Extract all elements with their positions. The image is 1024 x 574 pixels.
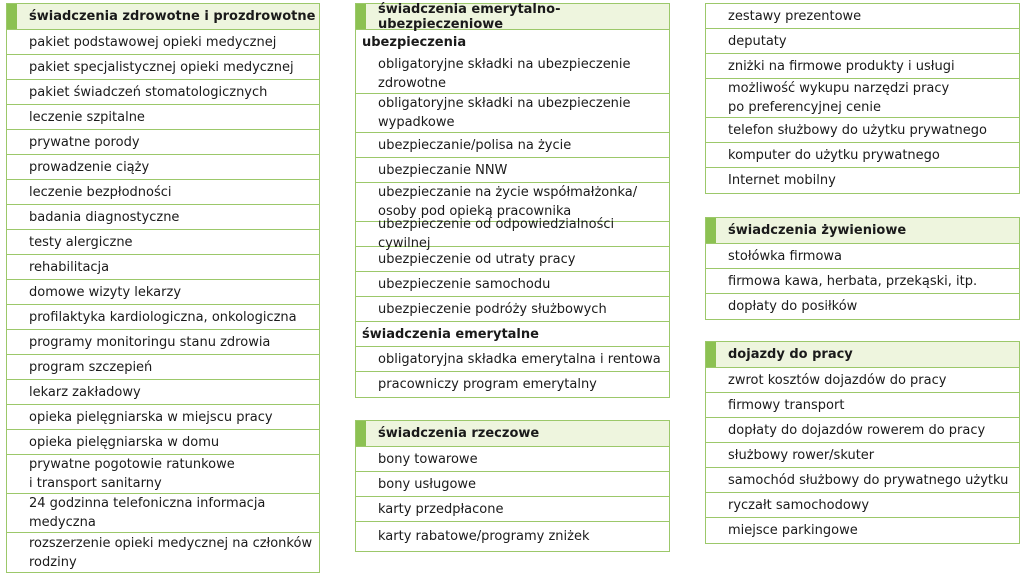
food-benefits-table	[705, 217, 1020, 320]
list-item: dopłaty do dojazdów rowerem do pracy	[706, 418, 1019, 443]
health-benefits-title: świadczenia zdrowotne i prozdrowotne	[29, 9, 316, 24]
list-item: firmowa kawa, herbata, przekąski, itp.	[706, 269, 1019, 294]
insurance-subheader: ubezpieczenia	[362, 35, 467, 50]
header-accent-bar	[706, 218, 716, 243]
insurance-list	[356, 55, 669, 322]
other-benefits-table	[705, 3, 1020, 194]
food-benefits-title: świadczenia żywieniowe	[728, 223, 907, 238]
list-item: komputer do użytku prywatnego	[706, 143, 1019, 168]
list-item: ubezpieczenie od utraty pracy	[356, 247, 669, 272]
list-item: testy alergiczne	[7, 230, 319, 255]
list-item: samochód służbowy do prywatnego użytku	[706, 468, 1019, 493]
list-item: zwrot kosztów dojazdów do pracy	[706, 368, 1019, 393]
list-item: prywatne porody	[7, 130, 319, 155]
header-accent-bar	[7, 4, 17, 29]
health-benefits-list	[7, 30, 319, 572]
list-item: ubezpieczanie na życie współmałżonka/ osoby pod opieką pracownika	[356, 183, 669, 222]
list-item: możliwość wykupu narzędzi pracy po preferencyjnej cenie	[706, 79, 1019, 118]
list-item: bony towarowe	[356, 447, 669, 472]
list-item: opieka pielęgniarska w miejscu pracy	[7, 405, 319, 430]
list-item: pracowniczy program emerytalny	[378, 377, 597, 392]
list-item: firmowy transport	[706, 393, 1019, 418]
list-item: leczenie szpitalne	[7, 105, 319, 130]
list-item: prowadzenie ciąży	[7, 155, 319, 180]
food-benefits-header	[706, 218, 1019, 244]
pension-benefits-table	[355, 3, 670, 398]
material-benefits-list	[356, 447, 669, 551]
list-item: obligatoryjna składka emerytalna i rentowa	[356, 347, 669, 372]
material-benefits-table	[355, 420, 670, 552]
header-accent-bar	[706, 342, 716, 367]
list-item: ubezpieczenie samochodu	[356, 272, 669, 297]
list-item: 24 godzinna telefoniczna informacja medyczna	[7, 494, 319, 533]
list-item: karty przedpłacone	[356, 497, 669, 522]
retirement-subheader: świadczenia emerytalne	[356, 322, 669, 347]
other-benefits-list	[706, 4, 1019, 193]
commute-benefits-table	[705, 341, 1020, 544]
list-item: rehabilitacja	[7, 255, 319, 280]
list-item: dopłaty do posiłków	[728, 299, 858, 314]
commute-benefits-list	[706, 368, 1019, 543]
list-item: bony usługowe	[356, 472, 669, 497]
list-item: stołówka firmowa	[706, 244, 1019, 269]
list-item: miejsce parkingowe	[728, 523, 858, 538]
list-item: deputaty	[706, 29, 1019, 54]
list-item: program szczepień	[7, 355, 319, 380]
food-benefits-list	[706, 244, 1019, 319]
header-accent-bar	[356, 4, 366, 29]
list-item: ubezpieczenie podróży służbowych	[356, 297, 669, 322]
list-item: badania diagnostyczne	[7, 205, 319, 230]
list-item: obligatoryjne składki na ubezpieczenie wypadkowe	[356, 94, 669, 133]
list-item: ubezpieczanie NNW	[356, 158, 669, 183]
list-item: prywatne pogotowie ratunkowe i transport sanitarny	[7, 455, 319, 494]
list-item: leczenie bezpłodności	[7, 180, 319, 205]
list-item: ubezpieczanie/polisa na życie	[356, 133, 669, 158]
list-item: domowe wizyty lekarzy	[7, 280, 319, 305]
list-item: lekarz zakładowy	[7, 380, 319, 405]
list-item: zestawy prezentowe	[706, 4, 1019, 29]
list-item: pakiet świadczeń stomatologicznych	[7, 80, 319, 105]
header-accent-bar	[356, 421, 366, 446]
pension-benefits-title: świadczenia emerytalno-ubezpieczeniowe	[378, 1, 561, 32]
list-item: opieka pielęgniarska w domu	[7, 430, 319, 455]
list-item: zniżki na firmowe produkty i usługi	[706, 54, 1019, 79]
list-item: karty rabatowe/programy zniżek	[378, 529, 590, 544]
health-benefits-header	[7, 4, 319, 30]
list-item: służbowy rower/skuter	[706, 443, 1019, 468]
list-item: rozszerzenie opieki medycznej na członków rodziny	[29, 535, 313, 570]
material-benefits-title: świadczenia rzeczowe	[378, 426, 540, 441]
list-item: programy monitoringu stanu zdrowia	[7, 330, 319, 355]
list-item: ubezpieczenie od odpowiedzialności cywilnej	[356, 222, 669, 247]
list-item: pakiet specjalistycznej opieki medycznej	[7, 55, 319, 80]
health-benefits-table	[6, 3, 320, 573]
list-item: profilaktyka kardiologiczna, onkologiczna	[7, 305, 319, 330]
retirement-list	[356, 347, 669, 397]
list-item: ryczałt samochodowy	[706, 493, 1019, 518]
list-item: pakiet podstawowej opieki medycznej	[7, 30, 319, 55]
commute-benefits-header	[706, 342, 1019, 368]
list-item: obligatoryjne składki na ubezpieczenie zdrowotne	[356, 55, 669, 94]
commute-benefits-title: dojazdy do pracy	[728, 347, 853, 362]
material-benefits-header	[356, 421, 669, 447]
pension-benefits-header	[356, 1, 669, 32]
list-item: Internet mobilny	[728, 173, 836, 188]
list-item: telefon służbowy do użytku prywatnego	[706, 118, 1019, 143]
